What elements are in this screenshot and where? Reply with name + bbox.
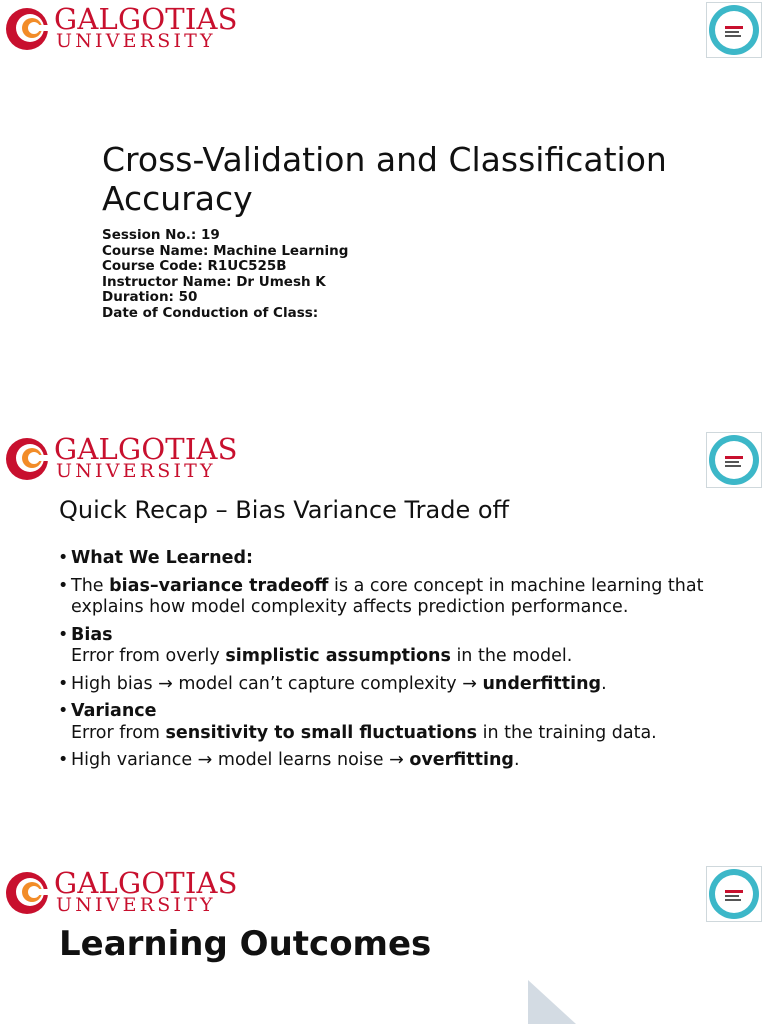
course-name: Course Name: Machine Learning: [102, 242, 349, 259]
logo-subtitle: UNIVERSITY: [56, 30, 216, 52]
qscale-badge: [706, 866, 762, 922]
university-logo: [4, 434, 244, 482]
slide-recap: [0, 430, 768, 830]
duration: Duration: 50: [102, 289, 198, 305]
bullet-text: High variance → model learns noise →: [71, 750, 410, 770]
university-logo: [4, 868, 244, 916]
logo-name: GALGOTIAS: [54, 866, 238, 900]
decorative-triangle-icon: [528, 980, 588, 1024]
qscale-badge-icon: [706, 866, 762, 922]
bullet-emphasis: underfitting: [482, 673, 602, 694]
bullet-bias: [58, 625, 708, 668]
slide-learning-outcomes: [0, 864, 768, 1024]
qscale-badge-icon: [706, 432, 762, 488]
slide-title: [0, 0, 768, 400]
bullet-heading: Variance: [71, 701, 157, 721]
learning-outcomes-title: Learning Outcomes: [59, 924, 432, 964]
logo-name: GALGOTIAS: [54, 432, 238, 466]
bullet-emphasis: bias–variance tradeoff: [109, 575, 329, 596]
session-details: [102, 228, 348, 321]
logo-swirl-icon: [4, 6, 50, 52]
bullet-text: .: [601, 673, 607, 694]
bullet-variance: [58, 701, 708, 744]
qscale-badge-icon: [706, 2, 762, 58]
session-number: Session No.: 19: [102, 227, 220, 243]
bullet-text: in the model.: [450, 646, 573, 666]
logo-swirl-icon: [4, 870, 50, 916]
bullet-heading: Bias: [71, 624, 113, 645]
bullet-emphasis: sensitivity to small fluctuations: [165, 722, 478, 743]
recap-title: Quick Recap – Bias Variance Trade off: [59, 496, 510, 524]
qscale-badge: [706, 432, 762, 488]
instructor-name: Instructor Name: Dr Umesh K: [102, 273, 326, 290]
slide-title-text: Cross-Validation and Classification Accuracy: [102, 140, 667, 218]
bullet-text: is a core concept in machine learning that explains how model complexity affects prediction performance.: [71, 575, 704, 617]
university-logo: [4, 4, 244, 52]
bullet-text: High bias → model can’t capture complexity →: [71, 673, 483, 694]
bullet-text: Error from: [71, 722, 166, 743]
logo-name: GALGOTIAS: [54, 2, 238, 36]
course-code: Course Code: R1UC525B: [102, 258, 287, 274]
qscale-badge: [706, 2, 762, 58]
recap-bullets: [58, 548, 708, 778]
bullet-emphasis: simplistic assumptions: [225, 646, 451, 666]
bullet-emphasis: overfitting: [409, 750, 514, 770]
bullet-high-variance: [58, 750, 708, 772]
logo-subtitle: UNIVERSITY: [56, 894, 216, 916]
bullet-text: .: [513, 750, 520, 770]
bullet-text: The: [71, 575, 110, 596]
logo-subtitle: UNIVERSITY: [56, 460, 216, 482]
date-of-conduction: Date of Conduction of Class:: [102, 304, 319, 321]
bullet-tradeoff: [58, 576, 708, 619]
bullet-text: in the training data.: [477, 722, 657, 743]
bullet-what-we-learned: [58, 548, 708, 570]
logo-swirl-icon: [4, 436, 50, 482]
bullet-text: Error from overly: [71, 646, 226, 666]
bullet-heading: What We Learned:: [71, 548, 253, 568]
bullet-high-bias: [58, 674, 708, 696]
